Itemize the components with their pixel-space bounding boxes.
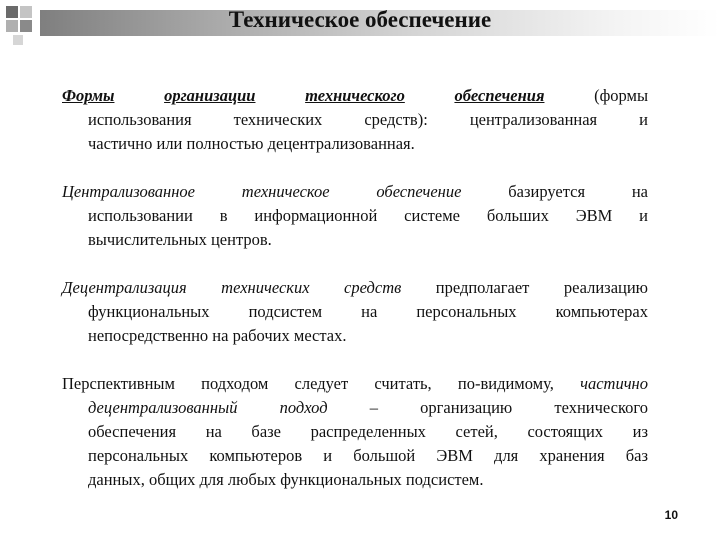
paragraph-line	[62, 396, 648, 420]
paragraph-line: частично или полностью децентрализованная.	[88, 134, 415, 153]
term-forms: Формы	[62, 86, 115, 105]
text-perspective: Перспективным подходом следует считать, по-видимому,	[62, 374, 554, 393]
term-decentralized-approach: децентрализованный подход	[88, 398, 328, 417]
slide-title: Техническое обеспечение	[228, 7, 492, 32]
paragraph-line	[62, 372, 648, 396]
paragraph-centralized	[62, 180, 648, 252]
corner-square-lower	[13, 35, 23, 45]
text-forms-open: (формы	[594, 86, 649, 105]
paragraph-line: обеспечения на базе распределенных сетей, состоящих из	[88, 422, 648, 441]
paragraph-line	[62, 180, 648, 204]
term-decentralization: Децентрализация технических средств	[62, 278, 402, 297]
term-organization: организации	[164, 86, 256, 105]
paragraph-line: непосредственно на рабочих местах.	[88, 326, 347, 345]
term-centralized: Централизованное техническое обеспечение	[62, 182, 462, 201]
paragraph-line: вычислительных центров.	[88, 230, 272, 249]
text-organization: – организацию технического	[369, 398, 649, 417]
term-support: обеспечения	[454, 86, 545, 105]
paragraph-line	[62, 84, 648, 108]
paragraph-line: функциональных подсистем на персональных компьютерах	[88, 302, 648, 321]
paragraph-line: персональных компьютеров и большой ЭВМ для хранения баз	[88, 446, 648, 465]
term-partially: частично	[580, 374, 648, 393]
term-technical: технического	[305, 86, 405, 105]
paragraph-forms	[62, 84, 648, 156]
paragraph-line	[62, 276, 648, 300]
paragraph-line: данных, общих для любых функциональных подсистем.	[88, 470, 484, 489]
paragraph-line: использовании в информационной системе больших ЭВМ и	[88, 206, 648, 225]
paragraph-perspective	[62, 372, 648, 492]
paragraph-decentralization	[62, 276, 648, 348]
text-implies: предполагает реализацию	[435, 278, 649, 297]
text-based-on: базируется на	[508, 182, 648, 201]
page-number: 10	[664, 508, 678, 522]
paragraph-line: использования технических средств): централизованная и	[88, 110, 648, 129]
